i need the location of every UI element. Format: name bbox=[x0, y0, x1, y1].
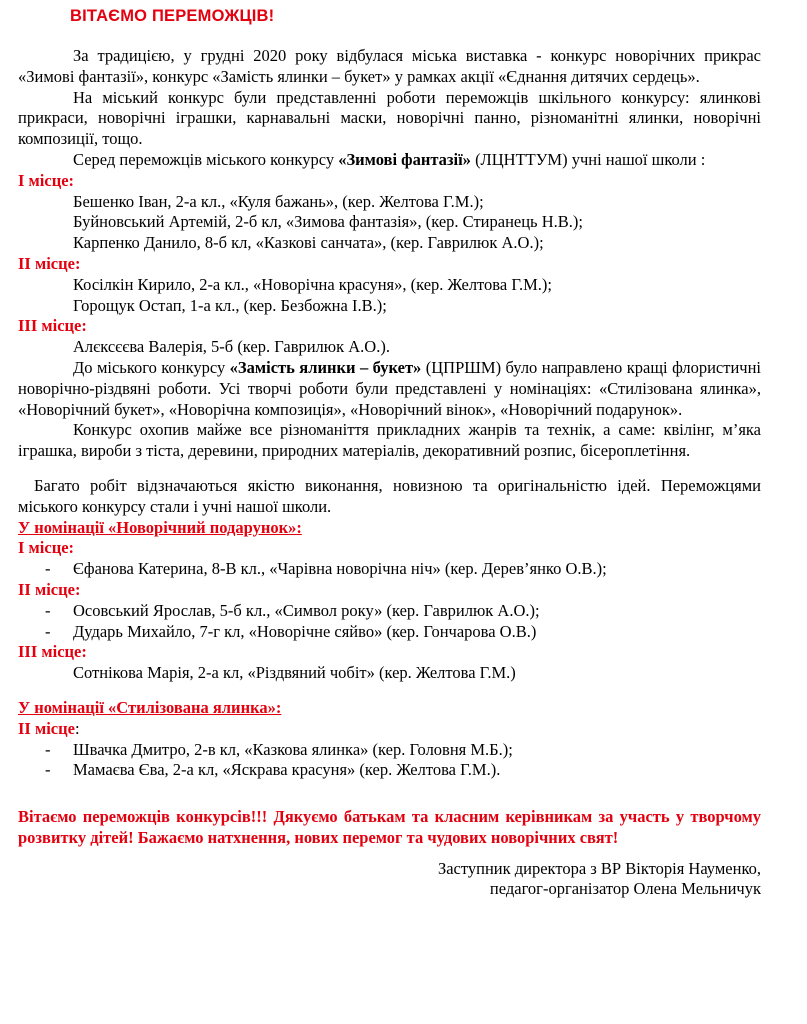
paragraph-contest-entries: На міський конкурс були представленні роботи переможців шкільного конкурсу: ялинкові прикраси, новорічні іграшки, карнавальні маски, новорічні панно, різноманітні ялинки, новорічні композиції, тощо. bbox=[18, 87, 761, 149]
signature-line-2: педагог-організатор Олена Мельничук bbox=[489, 879, 761, 899]
list-item: Косілкін Кирило, 2-а кл., «Новорічна красуня», (кер. Желтова Г.М.); bbox=[73, 274, 552, 294]
place-2-heading: ІІ місце: bbox=[18, 579, 81, 599]
nomination-tree-heading: У номінації «Стилізована ялинка»: bbox=[18, 697, 282, 717]
paragraph-quality: Багато робіт відзначаються якістю виконання, новизною та оригінальністю ідей. Переможцями міського конкурсу стали і учні нашої школи. bbox=[18, 475, 761, 516]
list-item: - Швачка Дмитро, 2-в кл, «Казкова ялинка» (кер. Головня М.Б.); bbox=[45, 739, 513, 759]
list-item: Горощук Остап, 1-а кл., (кер. Безбожна І.В.); bbox=[73, 295, 387, 315]
paragraph-winter-fantasies: Серед переможців міського конкурсу «Зимові фантазії» (ЛЦНТТУМ) учні нашої школи : bbox=[73, 149, 706, 169]
intro-paragraph: За традицією, у грудні 2020 року відбулася міська виставка - конкурс новорічних прикрас «Зимові фантазії», конкурс «Замість ялинки – букет» у рамках акції «Єднання дитячих сердець». bbox=[18, 46, 761, 86]
list-item: Бешенко Іван, 2-а кл., «Куля бажань», (кер. Желтова Г.М.); bbox=[73, 191, 484, 211]
place-2-heading: ІІ місце: bbox=[18, 253, 81, 273]
list-item: - Мамаєва Єва, 2-а кл, «Яскрава красуня» (кер. Желтова Г.М.). bbox=[45, 760, 501, 780]
contest-name-bouquet: «Замість ялинки – букет» bbox=[229, 357, 422, 377]
nomination-gift-heading: У номінації «Новорічний подарунок»: bbox=[18, 517, 302, 537]
paragraph-bouquet-contest: До міського конкурсу «Замість ялинки – букет» (ЦПРШМ) було направлено кращі флористичні новорічно-різдвяні роботи. Усі творчі роботи були представлені у номінаціях: «Стилізована ялинка», «Новорічний букет», «Новорічна композиція», «Новорічний вінок», «Новорічний подарунок». bbox=[18, 357, 761, 419]
contest-name-winter-fantasies: «Зимові фантазії» bbox=[338, 149, 471, 169]
place-3-heading: ІІІ місце: bbox=[18, 316, 87, 336]
place-1-heading: І місце: bbox=[18, 538, 75, 558]
list-item: Карпенко Данило, 8-б кл, «Казкові санчата», (кер. Гаврилюк А.О.); bbox=[73, 233, 544, 253]
closing-greeting: Вітаємо переможців конкурсів!!! Дякуємо батькам та класним керівникам за участь у творчому розвитку дітей! Бажаємо натхнення, нових перемог та чудових новорічних свят! bbox=[18, 807, 761, 847]
list-item: Сотнікова Марія, 2-а кл, «Різдвяний чобіт» (кер. Желтова Г.М.) bbox=[73, 663, 516, 683]
document-body bbox=[18, 46, 761, 900]
paragraph-techniques: Конкурс охопив майже все різноманіття прикладних жанрів та технік, а саме: квілінг, м’яка іграшка, вироби з тіста, деревини, природних матеріалів, декоративний розпис, бісероплетіння. bbox=[18, 420, 761, 461]
list-item: Алєксєєва Валерія, 5-б (кер. Гаврилюк А.О.). bbox=[73, 337, 390, 357]
list-item: - Дударь Михайло, 7-г кл, «Новорічне сяйво» (кер. Гончарова О.В.) bbox=[45, 621, 537, 641]
list-item: - Осовський Ярослав, 5-б кл., «Символ року» (кер. Гаврилюк А.О.); bbox=[45, 600, 540, 620]
place-3-heading: ІІІ місце: bbox=[18, 642, 87, 662]
place-2-heading: ІІ місце: bbox=[18, 718, 80, 738]
list-item: - Єфанова Катерина, 8-В кл., «Чарівна новорічна ніч» (кер. Дерев’янко О.В.); bbox=[45, 559, 607, 579]
signature-line-1: Заступник директора з ВР Вікторія Науменко, bbox=[437, 858, 761, 878]
list-item: Буйновський Артемій, 2-б кл, «Зимова фантазія», (кер. Стиранець Н.В.); bbox=[73, 212, 583, 232]
document-title: ВІТАЄМО ПЕРЕМОЖЦІВ! bbox=[70, 7, 275, 25]
place-1-heading: І місце: bbox=[18, 170, 75, 190]
